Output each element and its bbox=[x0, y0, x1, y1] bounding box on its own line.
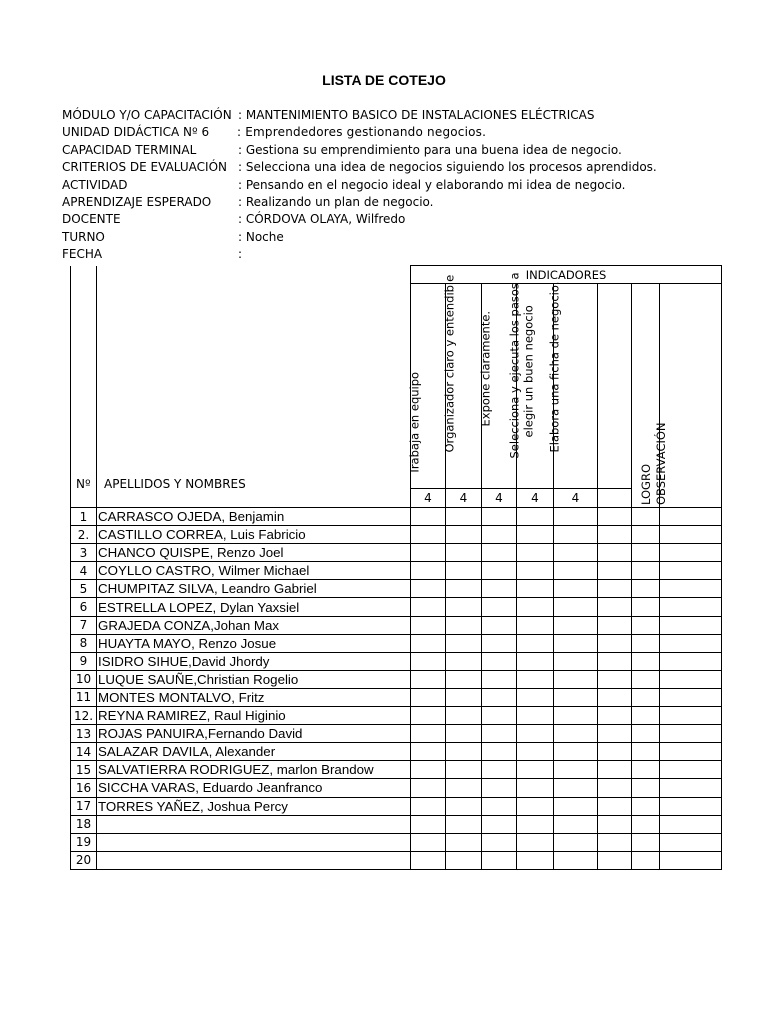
logro-cell[interactable] bbox=[632, 580, 660, 598]
indicator-6-cell[interactable] bbox=[598, 761, 632, 779]
indicator-2-cell[interactable] bbox=[446, 598, 482, 616]
indicator-3-cell[interactable] bbox=[482, 707, 517, 725]
indicator-6-cell[interactable] bbox=[598, 688, 632, 706]
row-number: 10 bbox=[71, 670, 97, 688]
observacion-cell[interactable] bbox=[660, 707, 722, 725]
indicator-1-cell[interactable] bbox=[411, 580, 446, 598]
observacion-cell[interactable] bbox=[660, 634, 722, 652]
indicator-6-cell[interactable] bbox=[598, 815, 632, 833]
indicator-3-cell[interactable] bbox=[482, 725, 517, 743]
observacion-cell[interactable] bbox=[660, 851, 722, 869]
observacion-cell[interactable] bbox=[660, 580, 722, 598]
indicator-1-cell[interactable] bbox=[411, 508, 446, 526]
indicator-1-cell[interactable] bbox=[411, 616, 446, 634]
observacion-cell[interactable] bbox=[660, 652, 722, 670]
row-number: 8 bbox=[71, 634, 97, 652]
student-name bbox=[97, 833, 411, 851]
logro-cell[interactable] bbox=[632, 779, 660, 797]
observacion-cell[interactable] bbox=[660, 833, 722, 851]
table-row bbox=[71, 815, 722, 833]
observacion-header: OBSERVACIÓN bbox=[654, 422, 668, 505]
row-number: 6 bbox=[71, 598, 97, 616]
indicator-5-cell[interactable] bbox=[554, 833, 598, 851]
indicator-2-cell[interactable] bbox=[446, 797, 482, 815]
indicator-5-cell[interactable] bbox=[554, 562, 598, 580]
indicator-6-cell[interactable] bbox=[598, 544, 632, 562]
student-name: HUAYTA MAYO, Renzo Josue bbox=[97, 634, 411, 652]
table-row bbox=[71, 526, 722, 544]
table-row bbox=[71, 688, 722, 706]
student-name: GRAJEDA CONZA,Johan Max bbox=[97, 616, 411, 634]
header-label: MÓDULO Y/O CAPACITACIÓN bbox=[62, 108, 232, 122]
indicator-3-label: Expone claramente. bbox=[478, 310, 493, 426]
indicator-1-cell[interactable] bbox=[411, 544, 446, 562]
indicator-6-cell[interactable] bbox=[598, 707, 632, 725]
indicator-6-cell[interactable] bbox=[598, 851, 632, 869]
table-row bbox=[71, 580, 722, 598]
indicator-6-cell[interactable] bbox=[598, 526, 632, 544]
indicator-4-cell[interactable] bbox=[517, 598, 554, 616]
indicator-6-cell[interactable] bbox=[598, 562, 632, 580]
row-number: 16 bbox=[71, 779, 97, 797]
indicator-5-cell[interactable] bbox=[554, 688, 598, 706]
indicator-4-cell[interactable] bbox=[517, 652, 554, 670]
student-name: ESTRELLA LOPEZ, Dylan Yaxsiel bbox=[97, 598, 411, 616]
indicator-1-cell[interactable] bbox=[411, 652, 446, 670]
indicator-4-cell[interactable] bbox=[517, 634, 554, 652]
observacion-cell[interactable] bbox=[660, 562, 722, 580]
logro-cell[interactable] bbox=[632, 797, 660, 815]
row-number: 9 bbox=[71, 652, 97, 670]
indicator-6-score bbox=[598, 489, 632, 508]
row-number: 11 bbox=[71, 688, 97, 706]
indicator-5-cell[interactable] bbox=[554, 851, 598, 869]
logro-cell[interactable] bbox=[632, 598, 660, 616]
table-row bbox=[71, 544, 722, 562]
indicator-3-cell[interactable] bbox=[482, 670, 517, 688]
indicator-3-cell[interactable] bbox=[482, 851, 517, 869]
logro-cell[interactable] bbox=[632, 562, 660, 580]
indicator-3-score: 4 bbox=[482, 489, 517, 508]
indicator-1-score: 4 bbox=[411, 489, 446, 508]
indicator-2-score: 4 bbox=[446, 489, 482, 508]
indicator-3-cell[interactable] bbox=[482, 508, 517, 526]
student-name: CARRASCO OJEDA, Benjamin bbox=[97, 508, 411, 526]
student-name bbox=[97, 851, 411, 869]
indicator-5-header bbox=[547, 281, 598, 489]
logro-cell[interactable] bbox=[632, 851, 660, 869]
indicator-1-cell[interactable] bbox=[411, 526, 446, 544]
table-row bbox=[71, 616, 722, 634]
name-header-cell bbox=[97, 266, 411, 508]
header-value: : Gestiona su emprendimiento para una buena idea de negocio. bbox=[238, 142, 622, 157]
indicator-3-cell[interactable] bbox=[482, 688, 517, 706]
student-name: MONTES MONTALVO, Fritz bbox=[97, 688, 411, 706]
header-label: ACTIVIDAD bbox=[62, 177, 128, 192]
indicator-5-cell[interactable] bbox=[554, 761, 598, 779]
table-row bbox=[71, 634, 722, 652]
indicator-6-cell[interactable] bbox=[598, 725, 632, 743]
logro-header: LOGRO bbox=[638, 463, 653, 505]
indicator-4-cell[interactable] bbox=[517, 761, 554, 779]
indicator-2-cell[interactable] bbox=[446, 580, 482, 598]
row-number: 19 bbox=[71, 833, 97, 851]
indicator-5-cell[interactable] bbox=[554, 616, 598, 634]
indicator-1-header bbox=[407, 284, 446, 489]
observacion-cell[interactable] bbox=[660, 508, 722, 526]
header-label: DOCENTE bbox=[62, 212, 121, 227]
indicators-header: INDICADORES bbox=[411, 266, 722, 284]
indicator-3-cell[interactable] bbox=[482, 797, 517, 815]
indicator-4-cell[interactable] bbox=[517, 851, 554, 869]
indicator-1-cell[interactable] bbox=[411, 688, 446, 706]
indicator-1-cell[interactable] bbox=[411, 707, 446, 725]
header-value: : CÓRDOVA OLAYA, Wilfredo bbox=[238, 212, 406, 227]
indicator-2-cell[interactable] bbox=[446, 743, 482, 761]
indicator-3-cell[interactable] bbox=[482, 598, 517, 616]
indicator-6-cell[interactable] bbox=[598, 616, 632, 634]
table-row bbox=[71, 743, 722, 761]
indicator-4-cell[interactable] bbox=[517, 779, 554, 797]
indicator-1-cell[interactable] bbox=[411, 833, 446, 851]
indicator-4-cell[interactable] bbox=[517, 725, 554, 743]
indicator-4-cell[interactable] bbox=[517, 815, 554, 833]
header-label: APRENDIZAJE ESPERADO bbox=[62, 194, 212, 209]
indicator-5-cell[interactable] bbox=[554, 779, 598, 797]
indicator-5-cell[interactable] bbox=[554, 580, 598, 598]
indicator-3-cell[interactable] bbox=[482, 761, 517, 779]
indicator-4-cell[interactable] bbox=[517, 670, 554, 688]
observacion-cell[interactable] bbox=[660, 526, 722, 544]
indicator-1-cell[interactable] bbox=[411, 797, 446, 815]
table-row bbox=[71, 779, 722, 797]
indicator-2-cell[interactable] bbox=[446, 634, 482, 652]
table-row bbox=[71, 598, 722, 616]
logro-cell[interactable] bbox=[632, 670, 660, 688]
header-label: FECHA bbox=[62, 247, 103, 262]
indicator-4-cell[interactable] bbox=[517, 688, 554, 706]
indicator-3-cell[interactable] bbox=[482, 616, 517, 634]
header-label: CRITERIOS DE EVALUACIÓN bbox=[62, 160, 227, 175]
indicator-5-score: 4 bbox=[554, 489, 598, 508]
logro-cell[interactable] bbox=[632, 815, 660, 833]
indicator-1-cell[interactable] bbox=[411, 562, 446, 580]
student-name: COYLLO CASTRO, Wilmer Michael bbox=[97, 562, 411, 580]
indicator-4-cell[interactable] bbox=[517, 544, 554, 562]
table-row bbox=[71, 851, 722, 869]
indicator-2-cell[interactable] bbox=[446, 508, 482, 526]
observacion-cell[interactable] bbox=[660, 544, 722, 562]
table-row bbox=[71, 508, 722, 526]
observacion-cell[interactable] bbox=[660, 761, 722, 779]
indicator-4-score: 4 bbox=[517, 489, 554, 508]
row-number: 2. bbox=[71, 526, 97, 544]
indicator-2-header bbox=[442, 274, 482, 489]
row-number: 3 bbox=[71, 544, 97, 562]
indicator-3-cell[interactable] bbox=[482, 652, 517, 670]
observacion-cell[interactable] bbox=[660, 743, 722, 761]
header-label: TURNO bbox=[62, 229, 105, 244]
indicator-5-label: Elabora una ficha de negocio. bbox=[547, 281, 562, 452]
student-name: CHANCO QUISPE, Renzo Joel bbox=[97, 544, 411, 562]
indicator-5-cell[interactable] bbox=[554, 670, 598, 688]
number-header: Nº bbox=[76, 477, 91, 491]
indicator-5-cell[interactable] bbox=[554, 707, 598, 725]
indicator-1-cell[interactable] bbox=[411, 725, 446, 743]
indicator-1-cell[interactable] bbox=[411, 761, 446, 779]
student-name: SALAZAR DAVILA, Alexander bbox=[97, 743, 411, 761]
row-number: 4 bbox=[71, 562, 97, 580]
indicator-1-cell[interactable] bbox=[411, 743, 446, 761]
indicator-2-cell[interactable] bbox=[446, 761, 482, 779]
indicator-5-cell[interactable] bbox=[554, 797, 598, 815]
indicator-5-cell[interactable] bbox=[554, 652, 598, 670]
indicator-4-cell[interactable] bbox=[517, 562, 554, 580]
indicator-5-cell[interactable] bbox=[554, 815, 598, 833]
observacion-header-cell bbox=[654, 284, 722, 508]
logro-cell[interactable] bbox=[632, 833, 660, 851]
table-row bbox=[71, 797, 722, 815]
indicator-5-cell[interactable] bbox=[554, 634, 598, 652]
row-number: 20 bbox=[71, 851, 97, 869]
table-row bbox=[71, 652, 722, 670]
indicator-3-cell[interactable] bbox=[482, 634, 517, 652]
indicator-6-cell[interactable] bbox=[598, 797, 632, 815]
logro-cell[interactable] bbox=[632, 544, 660, 562]
indicator-2-cell[interactable] bbox=[446, 544, 482, 562]
student-name: TORRES YAÑEZ, Joshua Percy bbox=[97, 797, 411, 815]
indicator-4-cell[interactable] bbox=[517, 616, 554, 634]
observacion-cell[interactable] bbox=[660, 598, 722, 616]
logro-cell[interactable] bbox=[632, 743, 660, 761]
table-row bbox=[71, 670, 722, 688]
indicator-5-cell[interactable] bbox=[554, 725, 598, 743]
indicator-2-cell[interactable] bbox=[446, 562, 482, 580]
table-row bbox=[71, 707, 722, 725]
row-number: 15 bbox=[71, 761, 97, 779]
observacion-cell[interactable] bbox=[660, 815, 722, 833]
indicator-6-cell[interactable] bbox=[598, 580, 632, 598]
header-value: : Emprendedores gestionando negocios. bbox=[237, 125, 487, 140]
student-name: SICCHA VARAS, Eduardo Jeanfranco bbox=[97, 779, 411, 797]
indicator-2-cell[interactable] bbox=[446, 815, 482, 833]
indicator-1-cell[interactable] bbox=[411, 815, 446, 833]
indicator-6-cell[interactable] bbox=[598, 743, 632, 761]
logro-cell[interactable] bbox=[632, 725, 660, 743]
indicator-3-cell[interactable] bbox=[482, 833, 517, 851]
indicator-2-cell[interactable] bbox=[446, 670, 482, 688]
indicator-2-cell[interactable] bbox=[446, 707, 482, 725]
row-number: 17 bbox=[71, 797, 97, 815]
indicator-2-cell[interactable] bbox=[446, 616, 482, 634]
indicator-3-cell[interactable] bbox=[482, 526, 517, 544]
table-row bbox=[71, 833, 722, 851]
logro-cell[interactable] bbox=[632, 616, 660, 634]
indicator-2-cell[interactable] bbox=[446, 779, 482, 797]
indicator-1-label: Trabaja en equipo bbox=[407, 371, 422, 474]
table-row bbox=[71, 562, 722, 580]
logro-cell[interactable] bbox=[632, 526, 660, 544]
indicator-3-cell[interactable] bbox=[482, 562, 517, 580]
header-value: : Noche bbox=[238, 229, 284, 244]
row-number: 12. bbox=[71, 707, 97, 725]
document-title: LISTA DE COTEJO bbox=[322, 72, 446, 88]
row-number: 14 bbox=[71, 743, 97, 761]
indicator-2-cell[interactable] bbox=[446, 688, 482, 706]
indicator-4-label-line2: elegir un buen negocio bbox=[521, 304, 536, 437]
row-number: 13 bbox=[71, 725, 97, 743]
indicator-4-cell[interactable] bbox=[517, 508, 554, 526]
student-name: CHUMPITAZ SILVA, Leandro Gabriel bbox=[97, 580, 411, 598]
logro-cell[interactable] bbox=[632, 508, 660, 526]
indicator-1-cell[interactable] bbox=[411, 779, 446, 797]
header-label: UNIDAD DIDÁCTICA Nº 6 bbox=[62, 125, 210, 140]
row-number: 5 bbox=[71, 580, 97, 598]
indicator-5-cell[interactable] bbox=[554, 526, 598, 544]
indicator-4-cell[interactable] bbox=[517, 580, 554, 598]
indicator-4-cell[interactable] bbox=[517, 743, 554, 761]
indicator-1-cell[interactable] bbox=[411, 634, 446, 652]
header-value: : MANTENIMIENTO BASICO DE INSTALACIONES ELÉCTRICAS bbox=[238, 108, 595, 122]
observacion-cell[interactable] bbox=[660, 797, 722, 815]
indicator-1-cell[interactable] bbox=[411, 598, 446, 616]
row-number: 1 bbox=[71, 508, 97, 526]
table-row bbox=[71, 725, 722, 743]
indicator-2-cell[interactable] bbox=[446, 851, 482, 869]
logro-cell[interactable] bbox=[632, 634, 660, 652]
indicator-3-cell[interactable] bbox=[482, 815, 517, 833]
indicator-5-cell[interactable] bbox=[554, 743, 598, 761]
indicator-3-cell[interactable] bbox=[482, 743, 517, 761]
number-header-cell bbox=[71, 266, 97, 508]
student-name bbox=[97, 815, 411, 833]
indicator-3-cell[interactable] bbox=[482, 544, 517, 562]
student-name: ISIDRO SIHUE,David Jhordy bbox=[97, 652, 411, 670]
checklist-table bbox=[70, 265, 722, 870]
indicator-4-cell[interactable] bbox=[517, 707, 554, 725]
indicator-6-cell[interactable] bbox=[598, 508, 632, 526]
student-name: SALVATIERRA RODRIGUEZ, marlon Brandow bbox=[97, 761, 411, 779]
indicator-1-cell[interactable] bbox=[411, 851, 446, 869]
student-name: REYNA RAMIREZ, Raul Higinio bbox=[97, 707, 411, 725]
indicator-3-cell[interactable] bbox=[482, 779, 517, 797]
indicator-1-cell[interactable] bbox=[411, 670, 446, 688]
indicator-6-cell[interactable] bbox=[598, 652, 632, 670]
student-name: LUQUE SAUÑE,Christian Rogelio bbox=[97, 670, 411, 688]
header-value: : Realizando un plan de negocio. bbox=[238, 194, 434, 209]
indicator-3-cell[interactable] bbox=[482, 580, 517, 598]
table-row bbox=[71, 761, 722, 779]
name-header: APELLIDOS Y NOMBRES bbox=[104, 477, 246, 491]
header-label: CAPACIDAD TERMINAL bbox=[62, 142, 197, 157]
indicator-2-cell[interactable] bbox=[446, 833, 482, 851]
indicator-5-cell[interactable] bbox=[554, 508, 598, 526]
observacion-cell[interactable] bbox=[660, 725, 722, 743]
observacion-cell[interactable] bbox=[660, 616, 722, 634]
header-value: : Selecciona una idea de negocios siguiendo los procesos aprendidos. bbox=[238, 160, 657, 175]
indicator-2-cell[interactable] bbox=[446, 526, 482, 544]
indicator-2-cell[interactable] bbox=[446, 652, 482, 670]
header-value: : Pensando en el negocio ideal y elaborando mi idea de negocio. bbox=[238, 177, 626, 192]
indicator-4-cell[interactable] bbox=[517, 797, 554, 815]
indicator-4-label: Selecciona y ejecuta los pasos a bbox=[507, 271, 522, 458]
row-number: 18 bbox=[71, 815, 97, 833]
observacion-cell[interactable] bbox=[660, 688, 722, 706]
indicator-6-cell[interactable] bbox=[598, 634, 632, 652]
logro-cell[interactable] bbox=[632, 707, 660, 725]
observacion-cell[interactable] bbox=[660, 670, 722, 688]
indicator-5-cell[interactable] bbox=[554, 598, 598, 616]
logro-cell[interactable] bbox=[632, 688, 660, 706]
student-name: ROJAS PANUIRA,Fernando David bbox=[97, 725, 411, 743]
indicator-4-cell[interactable] bbox=[517, 833, 554, 851]
indicator-2-label: Organizador claro y entendible bbox=[442, 274, 457, 452]
logro-cell[interactable] bbox=[632, 652, 660, 670]
indicator-4-cell[interactable] bbox=[517, 526, 554, 544]
indicator-2-cell[interactable] bbox=[446, 725, 482, 743]
indicator-6-cell[interactable] bbox=[598, 833, 632, 851]
indicator-6-header bbox=[598, 284, 632, 489]
indicator-5-cell[interactable] bbox=[554, 544, 598, 562]
row-number: 7 bbox=[71, 616, 97, 634]
header-value: : bbox=[238, 247, 243, 262]
indicator-6-cell[interactable] bbox=[598, 670, 632, 688]
indicator-6-cell[interactable] bbox=[598, 779, 632, 797]
indicator-6-cell[interactable] bbox=[598, 598, 632, 616]
observacion-cell[interactable] bbox=[660, 779, 722, 797]
student-name: CASTILLO CORREA, Luis Fabricio bbox=[97, 526, 411, 544]
logro-cell[interactable] bbox=[632, 761, 660, 779]
